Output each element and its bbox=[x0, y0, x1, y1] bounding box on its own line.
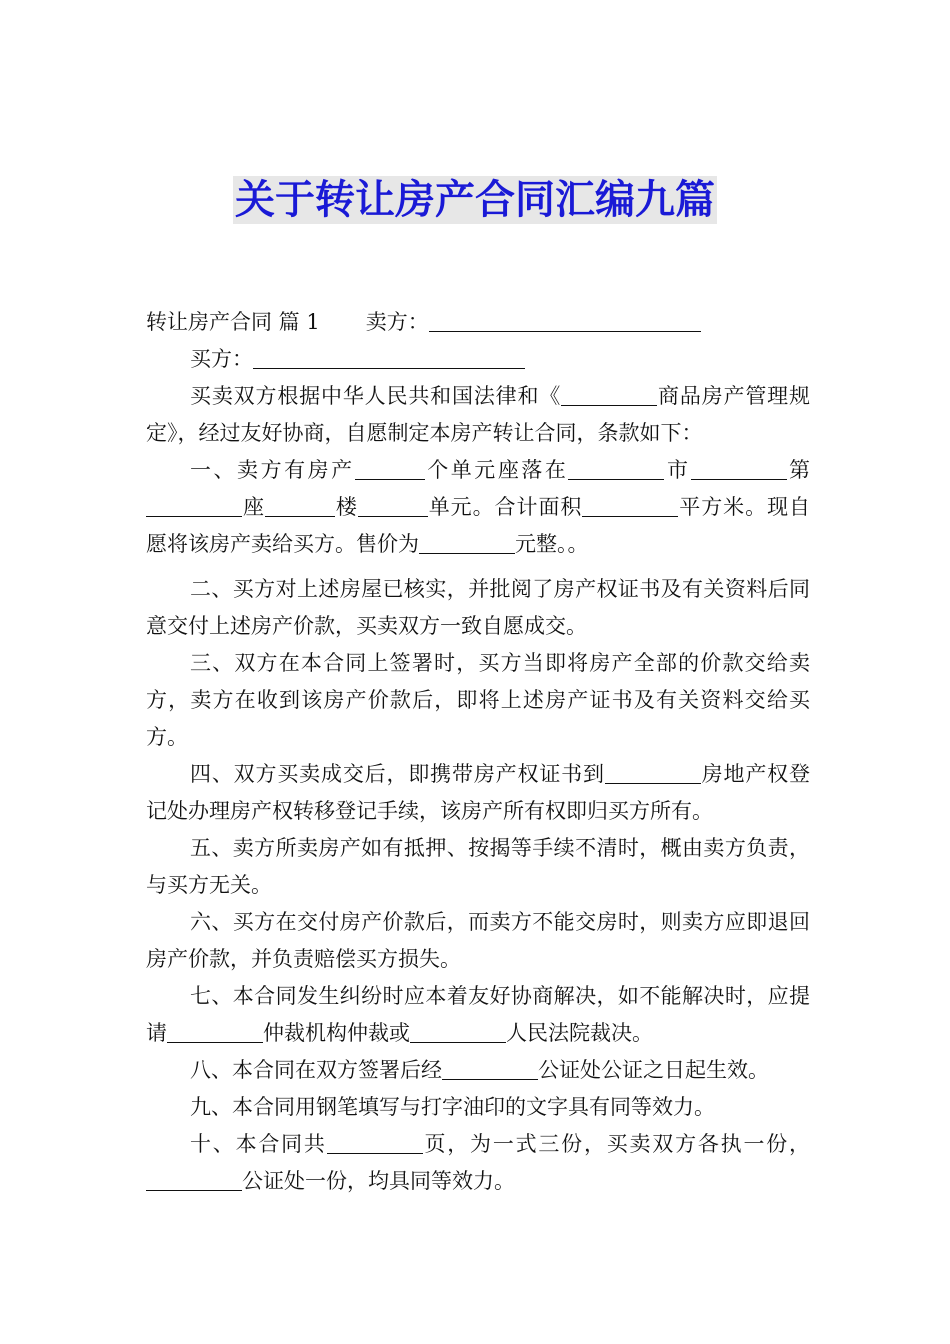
text-segment: 公证处一份，均具同等效力。 bbox=[242, 1169, 515, 1193]
blank bbox=[167, 1018, 263, 1043]
text-segment: 七、本合同发生纠纷时应本着友好协商解决，如不能解决时，应提请 bbox=[146, 984, 810, 1045]
paragraph-7 bbox=[146, 978, 810, 1052]
document-title: 关于转让房产合同汇编九篇 bbox=[235, 177, 715, 223]
contract-label: 转让房产合同 篇 1 bbox=[146, 310, 320, 334]
text-segment: 房地产权登记处办理房产权转移登记手续，该房产所有权即归买方所有。 bbox=[146, 762, 811, 823]
paragraph-10 bbox=[146, 1126, 810, 1200]
paragraph-8 bbox=[146, 1052, 810, 1089]
text-segment: 八、本合同在双方签署后经 bbox=[190, 1058, 442, 1082]
text-segment: 单元。合计面积 bbox=[427, 495, 583, 519]
document-body bbox=[146, 304, 810, 1200]
text-segment: 元整。。 bbox=[515, 532, 589, 556]
text-segment: 第 bbox=[786, 458, 811, 482]
text-segment: 市 bbox=[664, 458, 691, 482]
text-segment: 仲裁机构仲裁或 bbox=[263, 1021, 410, 1045]
blank bbox=[442, 1055, 538, 1080]
text-segment: 个单元座落在 bbox=[424, 458, 569, 482]
paragraph-4 bbox=[146, 756, 810, 830]
paragraph-1 bbox=[146, 452, 810, 563]
text-segment: 楼 bbox=[334, 495, 358, 519]
paragraph-6: 六、买方在交付房产价款后，而卖方不能交房时，则卖方应即退回房产价款，并负责赔偿买方损失。 bbox=[146, 910, 810, 971]
text-segment: 公证处公证之日起生效。 bbox=[538, 1058, 769, 1082]
text-segment: 十、本合同共 bbox=[190, 1132, 327, 1156]
paragraph-3: 三、双方在本合同上签署时，买方当即将房产全部的价款交给卖方，卖方在收到该房产价款后，即将上述房产证书及有关资料交给买方。 bbox=[146, 651, 810, 749]
text-segment: 商品房产管理规定》，经过友好协商，自愿制定本房产转让合同，条款如下： bbox=[146, 384, 811, 445]
seller-label: 卖方： bbox=[365, 310, 429, 334]
blank bbox=[410, 1018, 506, 1043]
blank bbox=[265, 492, 335, 517]
blank bbox=[358, 492, 428, 517]
blank bbox=[355, 455, 425, 480]
paragraph-5: 五、卖方所卖房产如有抵押、按揭等手续不清时，概由卖方负责，与买方无关。 bbox=[146, 836, 810, 897]
text-segment: 四、双方买卖成交后，即携带房产权证书到 bbox=[190, 762, 605, 786]
seller-blank bbox=[429, 307, 701, 332]
text-segment: 座 bbox=[242, 495, 265, 519]
paragraph-2: 二、买方对上述房屋已核实，并批阅了房产权证书及有关资料后同意交付上述房产价款，买卖双方一致自愿成交。 bbox=[146, 577, 810, 638]
paragraph-intro bbox=[146, 378, 810, 452]
paragraph-9: 九、本合同用钢笔填写与打字油印的文字具有同等效力。 bbox=[190, 1095, 715, 1119]
title-wrap bbox=[0, 176, 950, 224]
text-segment: 一、卖方有房产 bbox=[190, 458, 355, 482]
buyer-label: 买方： bbox=[190, 347, 253, 371]
buyer-line bbox=[146, 341, 810, 378]
buyer-blank bbox=[253, 344, 525, 369]
blank bbox=[582, 492, 678, 517]
blank bbox=[691, 455, 787, 480]
blank bbox=[568, 455, 664, 480]
contract-heading bbox=[146, 304, 810, 341]
text-segment: 人民法院裁决。 bbox=[506, 1021, 653, 1045]
blank bbox=[146, 1166, 242, 1191]
text-segment: 买卖双方根据中华人民共和国法律和《 bbox=[190, 384, 562, 408]
blank bbox=[605, 759, 701, 784]
blank bbox=[327, 1129, 423, 1154]
blank bbox=[419, 529, 515, 554]
text-segment: 平方米。现自愿将该房产卖给买方。售价为 bbox=[146, 495, 811, 556]
blank bbox=[561, 381, 657, 406]
blank bbox=[146, 492, 242, 517]
text-segment: 页，为一式三份，买卖双方各执一份， bbox=[422, 1132, 811, 1156]
